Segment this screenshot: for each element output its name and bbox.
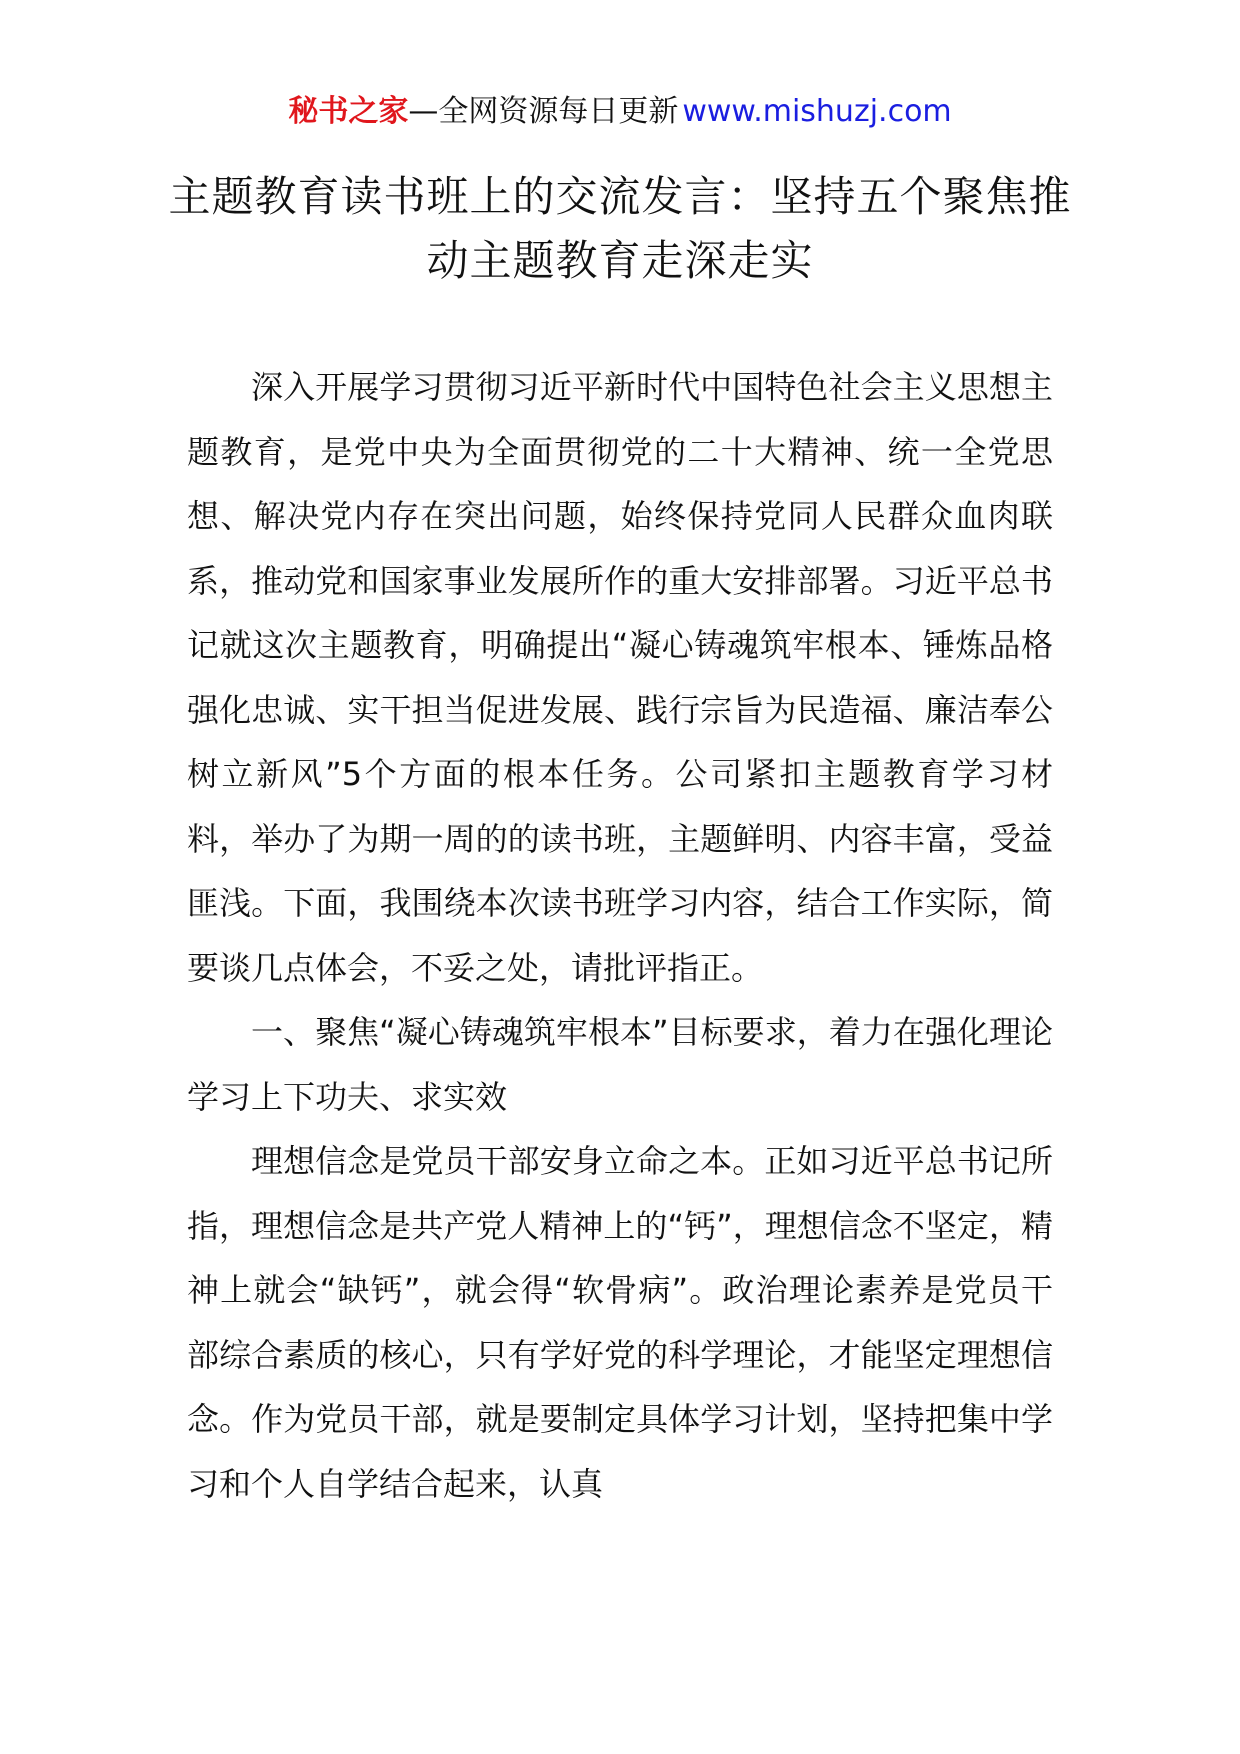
section-1-paragraph: 理想信念是党员干部安身立命之本。正如习近平总书记所指，理想信念是共产党人精神上的“钙”，理想信念不坚定，精神上就会“缺钙”，就会得“软骨病”。政治理论素养是党员干部综合素质的核心，只有学好党的科学理论，才能坚定理想信念。作为党员干部，就是要制定具体学习计划，坚持把集中学习和个人自学结合起来，认真 — [187, 1142, 1053, 1503]
section-heading-1: 一、聚焦“凝心铸魂筑牢根本”目标要求，着力在强化理论学习上下功夫、求实效 — [187, 1013, 1053, 1116]
site-header — [0, 92, 1240, 132]
document-body — [187, 355, 1053, 1516]
intro-paragraph: 深入开展学习贯彻习近平新时代中国特色社会主义思想主题教育，是党中央为全面贯彻党的二十大精神、统一全党思想、解决党内存在突出问题，始终保持党同人民群众血肉联系，推动党和国家事业发展所作的重大安排部署。习近平总书记就这次主题教育，明确提出“凝心铸魂筑牢根本、锤炼品格强化忠诚、实干担当促进发展、践行宗旨为民造福、廉洁奉公树立新风”5个方面的根本任务。公司紧扣主题教育学习材料，举办了为期一周的的读书班，主题鲜明、内容丰富，受益匪浅。下面，我围绕本次读书班学习内容，结合工作实际，简要谈几点体会，不妥之处，请批评指正。 — [187, 368, 1053, 987]
site-brand: 秘书之家 — [288, 94, 409, 129]
site-url-link[interactable]: www.mishuzj.com — [682, 94, 952, 129]
site-tagline: —全网资源每日更新 — [408, 94, 679, 129]
document-title: 主题教育读书班上的交流发言：坚持五个聚焦推动主题教育走深走实 — [168, 172, 1072, 285]
